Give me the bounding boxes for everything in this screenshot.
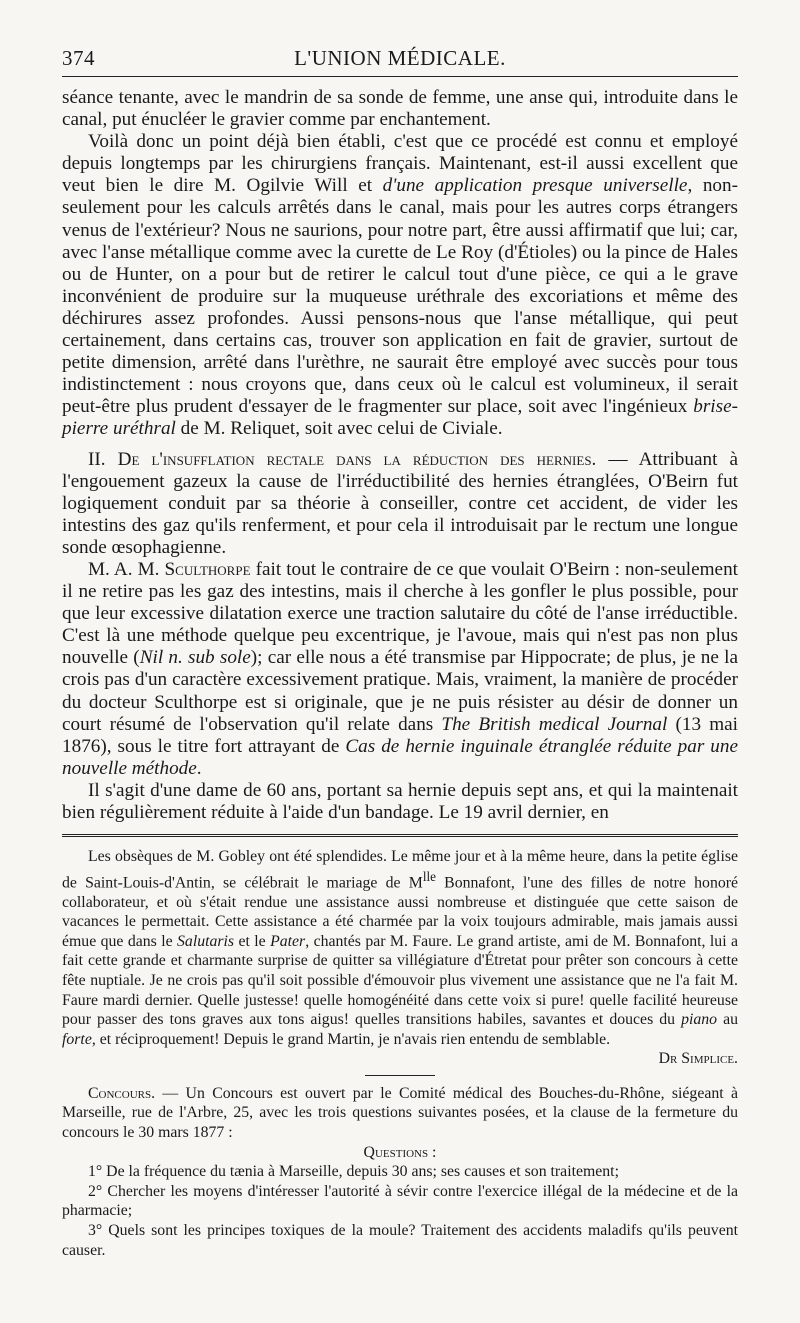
paragraph: M. A. M. Sculthorpe fait tout le contraire de ce que voulait O'Beirn : non-seulement il ne retire pas les gaz des intestins, mais il cherche à les gonfler le plus possible, pour que leur excessive dilatation exerce une traction salutaire du côté de l'anse irréductible. C'est là une méthode quelque peu excentrique, je l'avoue, mais qui n'est pas non plus nouvelle (Nil n. sub sole); car elle nous a été transmise par Hippocrate; de plus, je ne la crois pas d'un caractère excessivement pratique. Mais, vraiment, la manière de procéder du docteur Sculthorpe est si originale, que je ne puis résister au désir de donner un court résumé de l'observation qu'il relate dans The British medical Journal (13 mai 1876), sous le titre fort attrayant de Cas de hernie inguinale étranglée réduite par une nouvelle méthode. [62, 558, 739, 779]
questions-title: Questions : [363, 1143, 437, 1161]
question-item: 1° De la fréquence du tænia à Marseille, depuis 30 ans; ses causes et son traitement; [88, 1163, 619, 1181]
paragraph: séance tenante, avec le mandrin de sa sonde de femme, une anse qui, introduite dans le canal, put énucléer le gravier comme par enchantement. [62, 87, 738, 131]
section-divider [62, 834, 738, 837]
note-paragraph: Les obsèques de M. Gobley ont été splendides. Le même jour et à la même heure, dans la petite église de Saint-Louis-d'Antin, se célébrait le mariage de $M^{lle}$ Bonnafont, l'une des filles de notre honoré collaborateur, et où s'était rendue une assistance aussi nombreuse et distinguée que cette saison de vacances le permettait. Cette assistance a été charmée par la voix toujours admirable, mais jamais aussi émue que dans le Salutaris et le Pater, chantés par M. Faure. Le grand artiste, ami de M. Bonnafont, lui a fait cette grande et charmante surprise de quitter sa villégiature d'Étretat pour prêter son concours à cette fête nuptiale. Je ne crois pas qu'il soit possible d'émouvoir plus vivement une assistance que ne l'a fait M. Faure mardi dernier. Quelle justesse! quelle homogénéité dans cette voix si pure! quelle facilité heureuse pour passer des tons graves aux tons aigus! quelles transitions habiles, savantes et douces du piano au forte, et réciproquement! Depuis le grand Martin, je n'avais rien entendu de semblable. [62, 848, 739, 1048]
paragraph: Voilà donc un point déjà bien établi, c'est que ce procédé est connu et employé depuis longtemps par les chirurgiens français. Maintenant, est-il aussi excellent que veut bien le dire M. Ogilvie Will et d'une application presque universelle, non-seulement pour les calculs arrêtés dans le canal, mais pour les autres corps étrangers venus de l'extérieur? Nous ne saurions, pour notre part, être aussi affirmatif que lui; car, avec l'anse métallique comme avec la curette de Le Roy (d'Étioles) ou la pince de Hales ou de Hunter, on a pour but de retirer le calcul tout d'une pièce, ce qui a le grave inconvénient de produire sur la muqueuse uréthrale des excoriations et même des déchirures assez profondes. Aussi pensons-nous que l'anse métallique, qui peut certainement, dans certains cas, trouver son application en fait de gravier, surtout de petite dimension, arrêté dans l'urèthre, ne saurait être employé avec succès pour tous indistinctement : nous croyons que, dans ceux où le calcul est volumineux, il serait peut-être plus prudent d'essayer de le fragmenter sur place, soit avec l'ingénieux brise-pierre uréthral de M. Reliquet, soit avec celui de Civiale. [62, 131, 739, 440]
question-item: 2° Chercher les moyens d'intéresser l'autorité à sévir contre l'exercice illégal de la médecine et de la pharmacie; [62, 1182, 738, 1220]
signature: Dr Simplice. [658, 1050, 738, 1068]
section-heading: II. De l'insufflation rectale dans la réduction des hernies. [88, 448, 597, 470]
section-paragraph: II. De l'insufflation rectale dans la réduction des hernies. — Attribuant à l'engouement gazeux la cause de l'irréductibilité des hernies étranglées, O'Beirn fut logiquement conduit par sa théorie à conseiller, contre cet accident, de vider les intestins des gaz qu'ils renferment, et pour cela il introduisait par le rectum une longue sonde œsophagienne. [62, 448, 738, 558]
short-divider [365, 1075, 435, 1076]
paragraph: Il s'agit d'une dame de 60 ans, portant sa hernie depuis sept ans, et qui la maintenait bien régulièrement réduite à l'aide d'un bandage. Le 19 avril dernier, en [62, 779, 738, 823]
notes-section [62, 847, 738, 1260]
question-item: 3° Quels sont les principes toxiques de la moule? Traitement des accidents maladifs qu'ils peuvent causer. [62, 1222, 738, 1259]
main-text [62, 87, 738, 824]
journal-title: L'UNION MÉDICALE. [294, 46, 506, 70]
author-name: M. A. M. Sculthorpe [88, 558, 251, 580]
note-paragraph: Concours. — Un Concours est ouvert par le Comité médical des Bouches-du-Rhône, siégeant à Marseille, rue de l'Arbre, 25, avec les trois questions suivantes posées, et la clause de la fermeture du concours le 30 mars 1877 : [62, 1084, 738, 1142]
notice-heading: Concours. [88, 1084, 156, 1102]
running-header [62, 42, 738, 77]
page-number: 374 [62, 46, 95, 70]
